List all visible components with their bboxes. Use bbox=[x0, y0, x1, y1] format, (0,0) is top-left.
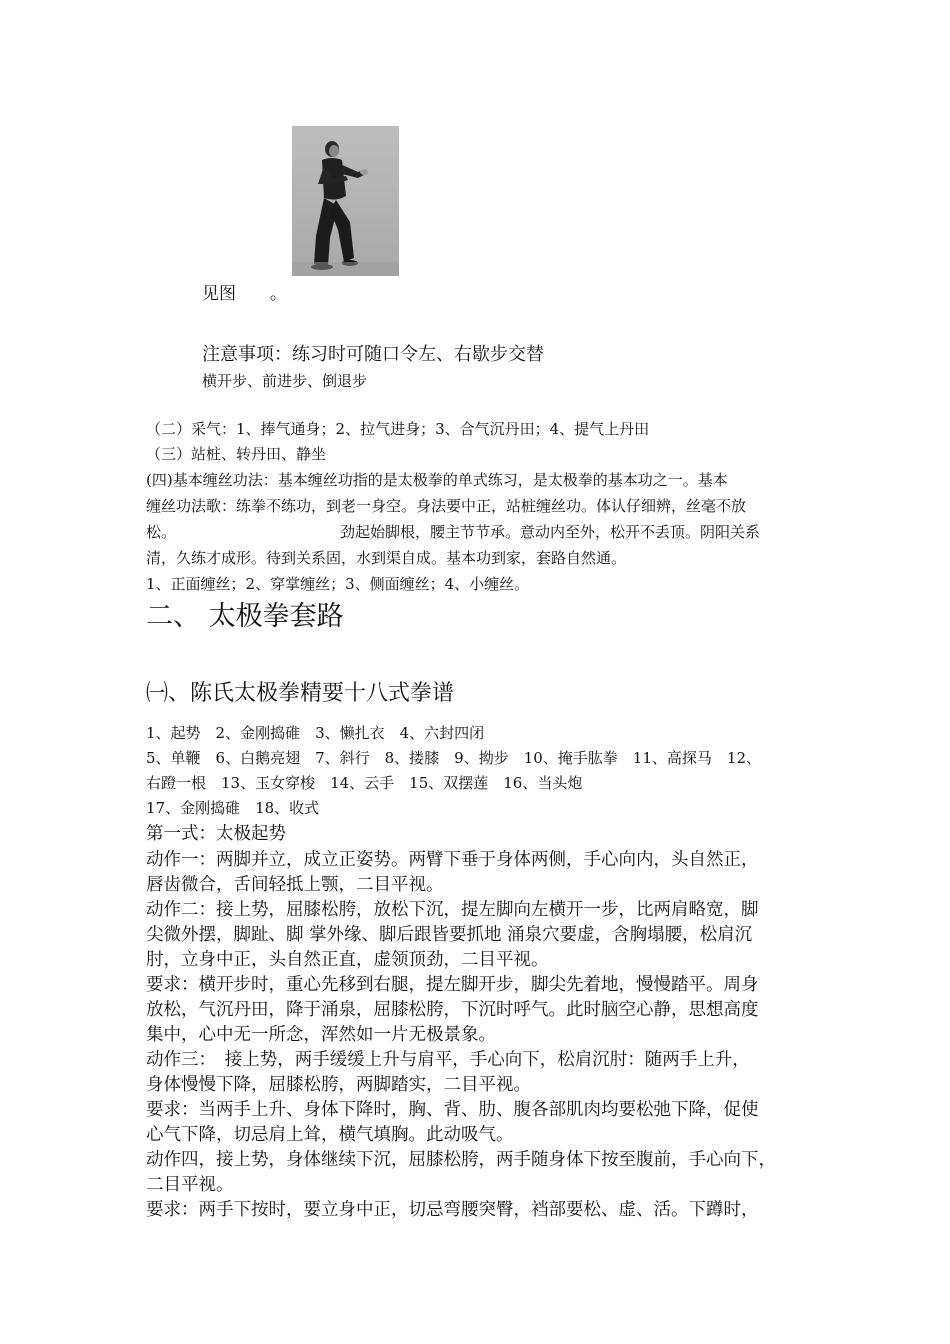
body-line: 肘，立身中正，头自然正直，虚领顶劲，二目平视。 bbox=[146, 950, 549, 970]
section2-title: 二、 太极拳套路 bbox=[146, 601, 344, 632]
section1-item-4-line3a: 松。 bbox=[146, 523, 177, 541]
form-list-line1: 1、起势 2、金刚捣碓 3、懒扎衣 4、六封四闭 bbox=[146, 724, 485, 742]
body-line: 唇齿微合，舌间轻抵上颚，二目平视。 bbox=[146, 875, 444, 895]
section2-subtitle: ㈠、陈氏太极拳精要十八式拳谱 bbox=[146, 681, 455, 706]
taiji-practitioner-photo bbox=[292, 126, 399, 276]
section1-item-4-line2: 缠丝功法歌：练拳不练功，到老一身空。身法要中正，站桩缠丝功。体认仔细辨，丝毫不放 bbox=[146, 497, 747, 515]
section1-item-3: （三）站桩、转丹田、静坐 bbox=[146, 445, 327, 463]
body-line: 要求：横开步时，重心先移到右腿，提左脚开步，脚尖先着地，慢慢踏平。周身 bbox=[146, 975, 759, 995]
section1-item-2: （二）采气：1、捧气通身；2、拉气进身；3、合气沉丹田；4、提气上丹田 bbox=[146, 420, 650, 438]
form-title: 第一式：太极起势 bbox=[146, 824, 286, 844]
form-list-line4: 17、金刚捣碓 18、收式 bbox=[146, 799, 320, 817]
body-line: 心气下降，切忌肩上耸，横气填胸。此动吸气。 bbox=[146, 1125, 514, 1145]
body-line: 动作二：接上势，屈膝松胯，放松下沉，提左脚向左横开一步，比两肩略宽，脚 bbox=[146, 900, 759, 920]
body-line: 尖微外摆，脚趾、脚 掌外缘、脚后跟皆要抓地 涌泉穴要虚，含胸塌腰，松肩沉 bbox=[146, 925, 753, 945]
body-line: 放松，气沉丹田，降于涌泉，屈膝松胯，下沉时呼气。此时脑空心静，思想高度 bbox=[146, 1000, 759, 1020]
form-list-line3: 右蹬一根 13、玉女穿梭 14、云手 15、双摆莲 16、当头炮 bbox=[146, 774, 583, 792]
body-line: 要求：两手下按时，要立身中正，切忌弯腰突臀，裆部要松、虚、活。下蹲时， bbox=[146, 1200, 759, 1220]
body-line: 动作三： 接上势，两手缓缓上升与肩平，手心向下，松肩沉肘：随两手上升， bbox=[146, 1050, 750, 1070]
form-list-line2: 5、单鞭 6、白鹅亮翅 7、斜行 8、搂膝 9、拗步 10、掩手肱拳 11、高探马 12、 bbox=[146, 749, 761, 767]
section1-item-4-line1: (四)基本缠丝功法：基本缠丝功指的是太极拳的单式练习，是太极拳的基本功之一。基本 bbox=[146, 471, 728, 489]
notes-line-1: 注意事项：练习时可随口令左、右歇步交替 bbox=[202, 344, 544, 365]
section1-item-4-line5: 1、正面缠丝；2、穿掌缠丝；3、侧面缠丝；4、小缠丝。 bbox=[146, 575, 530, 593]
section1-item-4-line3b: 劲起始脚根，腰主节节承。意动内至外，松开不丢顶。阴阳关系 bbox=[340, 523, 761, 541]
notes-line-2: 横开步、前进步、倒退步 bbox=[202, 372, 368, 390]
body-line: 集中，心中无一所念，浑然如一片无极景象。 bbox=[146, 1025, 496, 1045]
body-line: 动作一：两脚并立，成立正姿势。两臂下垂于身体两侧，手心向内，头自然正， bbox=[146, 850, 759, 870]
figure-caption: 见图 。 bbox=[202, 284, 287, 304]
body-line: 身体慢慢下降，屈膝松胯，两脚踏实，二目平视。 bbox=[146, 1075, 531, 1095]
body-line: 要求：当两手上升、身体下降时，胸、背、肋、腹各部肌肉均要松弛下降，促使 bbox=[146, 1100, 759, 1120]
section1-item-4-line4: 清，久练才成形。待到关系固，水到渠自成。基本功到家，套路自然通。 bbox=[146, 549, 627, 567]
body-line: 动作四，接上势，身体继续下沉，屈膝松胯，两手随身体下按至腹前，手心向下， bbox=[146, 1150, 776, 1170]
body-line: 二目平视。 bbox=[146, 1175, 234, 1195]
